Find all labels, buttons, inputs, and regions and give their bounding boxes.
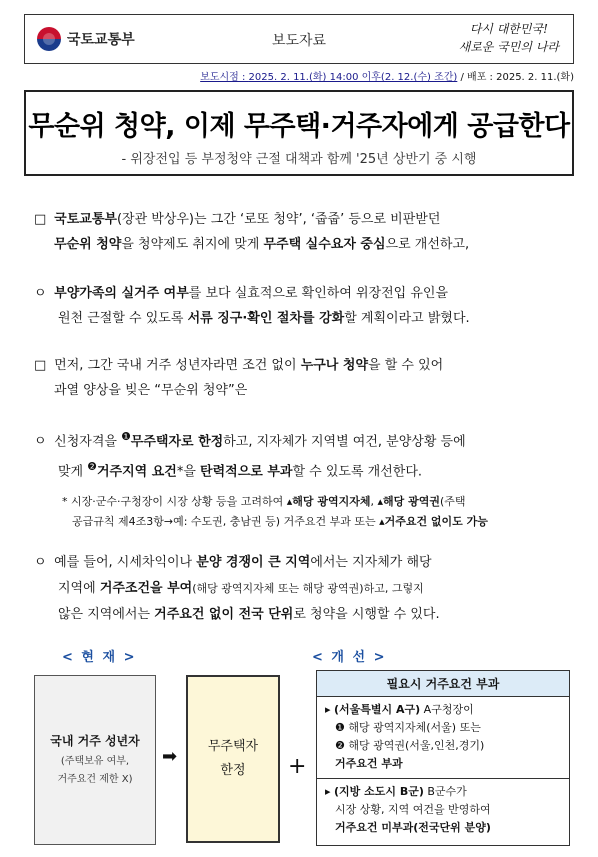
res2-region: (지방 소도시 B군) <box>334 785 424 798</box>
p4-homeless: 무주택자로 한정 <box>130 434 224 450</box>
p4-text-f: *을 <box>176 464 201 480</box>
p5-text-a: 예를 들어, 시세차익이나 <box>54 555 197 570</box>
note-metro-area: ▴해당 광역권 <box>377 495 440 508</box>
p4-residence-req: 거주지역 요건 <box>96 464 177 480</box>
res2-text-d: 시장 상황, 지역 여건을 반영하여 <box>335 803 491 816</box>
p3-text-d: 과열 양상을 빚은 “무순위 청약”은 <box>54 383 248 398</box>
residence-case-seoul <box>317 697 569 779</box>
header-box <box>24 14 574 64</box>
paragraph-5 <box>34 550 574 628</box>
p1-focus: 무주택 실수요자 중심 <box>263 237 386 252</box>
res1-option-2: ❷ 해당 광역권(서울,인천,경기) <box>335 739 485 752</box>
p4-flexible: 탄력적으로 부과 <box>200 464 293 480</box>
p2-strengthen: 서류 징구·확인 절차를 강화 <box>187 311 345 326</box>
plus-icon: + <box>288 754 307 779</box>
p4-text-a: 신청자격을 <box>54 434 122 450</box>
p4-number-1: ❶ <box>121 430 131 443</box>
embargo-value: 2025. 2. 11.(화) 14:00 이후(2. 12.(수) 조간) <box>248 72 458 83</box>
p4-text-d: 맞게 <box>58 464 88 480</box>
p3-text-c: 을 할 수 있어 <box>368 358 444 373</box>
res1-option-1: ❶ 해당 광역지자체(서울) 또는 <box>335 721 481 734</box>
p3-anyone: 누구나 청약 <box>300 358 369 373</box>
note-text-e: (주택 <box>439 495 466 508</box>
p2-text-c: 원천 근절할 수 있도록 <box>58 311 188 326</box>
circle-bullet: ㅇ <box>34 555 47 570</box>
label-improved: < 개 선 > <box>312 650 387 665</box>
paragraph-4 <box>34 424 574 485</box>
slogan-line-2: 새로운 국민의 나라 <box>458 40 559 54</box>
res1-region: (서울특별시 A구) <box>334 703 421 716</box>
p2-text-b: 를 보다 실효적으로 확인하여 위장전입 유인을 <box>188 286 449 301</box>
paragraph-3 <box>34 353 574 403</box>
ministry-name: 국토교통부 <box>67 32 135 48</box>
circle-bullet: ㅇ <box>34 286 47 301</box>
current-sub-2: 거주요건 제한 X) <box>57 773 133 785</box>
circle-bullet: ㅇ <box>34 434 47 450</box>
slogan <box>459 20 559 56</box>
p5-text-f: (해당 광역지자체 또는 해당 광역권)하고, 그렇지 <box>192 582 424 595</box>
p1-text-f: 으로 개선하고, <box>385 237 470 252</box>
arrow-right-icon: ➡ <box>162 746 178 767</box>
p3-text-a: 먼저, 그간 국내 거주 성년자라면 조건 없이 <box>54 358 301 373</box>
homeless-line-1: 무주택자 <box>207 739 259 754</box>
note-metro-gov: ▴해당 광역지자체 <box>286 495 371 508</box>
embargo-line <box>200 68 574 83</box>
slogan-line-1: 다시 대한민국! <box>469 22 548 36</box>
p1-text-b: (장관 박상우)는 그간 ‘로또 청약’, ‘줍줍’ 등으로 비판받던 <box>116 212 441 227</box>
res1-result: 거주요건 부과 <box>335 757 403 770</box>
p4-number-2: ❷ <box>87 460 97 474</box>
current-title: 국내 거주 성년자 <box>50 733 140 748</box>
p1-text-d: 을 청약제도 취지에 맞게 <box>121 237 264 252</box>
p5-residence-cond: 거주조건을 부여 <box>99 581 193 596</box>
p1-subscription: 무순위 청약 <box>54 237 122 252</box>
res1-text-c: A구청장이 <box>420 703 474 716</box>
residence-box <box>316 670 570 846</box>
label-current: < 현 재 > <box>62 650 137 665</box>
residence-case-local <box>317 779 569 841</box>
res2-text-c: B군수가 <box>423 785 467 798</box>
current-box <box>34 675 156 845</box>
res2-result: 거주요건 미부과(전국단위 분양) <box>335 821 491 834</box>
note-text-c: , <box>370 495 378 508</box>
homeless-box <box>186 675 280 843</box>
homeless-line-2: 한정 <box>220 763 246 778</box>
p5-competitive: 분양 경쟁이 큰 지역 <box>196 555 311 570</box>
square-bullet: □ <box>34 212 47 227</box>
note-text-a: * 시장·군수·구청장이 시장 상황 등을 고려하여 <box>62 495 287 508</box>
square-bullet: □ <box>34 358 47 373</box>
embargo-label: 보도시점 : <box>200 72 249 83</box>
current-sub-1: (주택보유 여부, <box>60 755 130 767</box>
p5-text-g: 않은 지역에서는 <box>58 607 155 622</box>
p4-text-c: 하고, 지자체가 지역별 여건, 분양상황 등에 <box>223 434 466 450</box>
note-no-req: ▴거주요건 없이도 가능 <box>379 515 488 528</box>
p1-ministry: 국토교통부 <box>54 212 117 227</box>
p2-text-e: 할 계획이라고 밝혔다. <box>344 311 470 326</box>
page-title: 무순위 청약, 이제 무주택·거주자에게 공급한다 <box>28 111 570 142</box>
p5-text-c: 에서는 지자체가 해당 <box>310 555 432 570</box>
p5-text-d: 지역에 <box>58 581 100 596</box>
release-type: 보도자료 <box>271 33 327 49</box>
page-subtitle: - 위장전입 등 부정청약 근절 대책과 함께 '25년 상반기 중 시행 <box>121 152 477 167</box>
p2-residence: 부양가족의 실거주 여부 <box>54 286 189 301</box>
p5-nationwide: 거주요건 없이 전국 단위 <box>154 607 294 622</box>
triangle-bullet-icon: ▸ <box>325 785 331 798</box>
triangle-bullet-icon: ▸ <box>325 703 331 716</box>
note-text-f: 공급규칙 제4조3항→예: 수도권, 충남권 등) 거주요건 부과 또는 <box>72 515 380 528</box>
distribution-date: / 배포 : 2025. 2. 11.(화) <box>457 72 574 83</box>
paragraph-2 <box>34 281 574 331</box>
title-box <box>24 90 574 176</box>
residence-header: 필요시 거주요건 부과 <box>317 671 569 697</box>
paragraph-1 <box>34 207 574 257</box>
p5-text-i: 로 청약을 시행할 수 있다. <box>293 607 440 622</box>
p4-text-h: 할 수 있도록 개선한다. <box>292 464 423 480</box>
footnote <box>62 492 562 532</box>
